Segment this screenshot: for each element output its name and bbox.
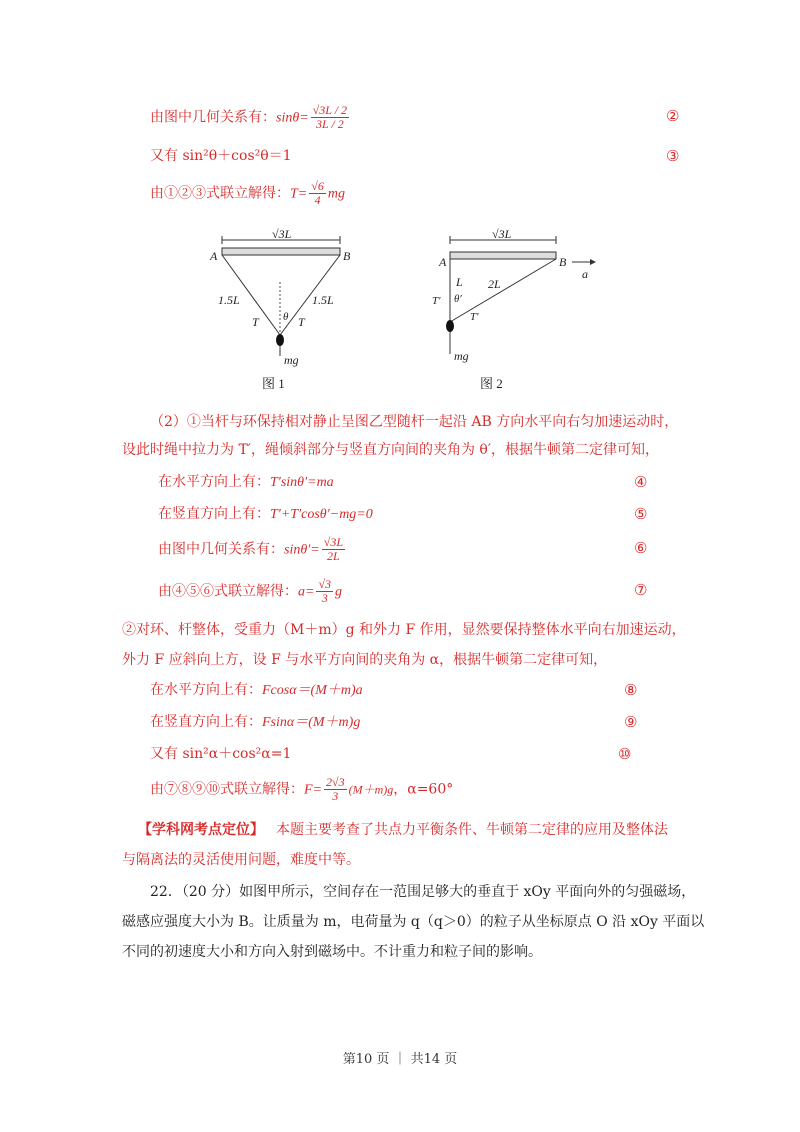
eq-expr: Fcosα＝(M＋m)a [262, 683, 363, 698]
ring [446, 320, 454, 332]
note-line2: 与隔离法的灵活使用问题，难度中等。 [122, 852, 360, 868]
eq-line-9 [150, 712, 360, 733]
frac-numerator: √3L / 2 [312, 103, 348, 117]
eq-number-10: ⑩ [618, 745, 632, 763]
eq-label: 由⑦⑧⑨⑩式联立解得： [150, 781, 304, 798]
eq-tail: g [335, 584, 343, 600]
eq-line-7 [158, 578, 342, 605]
right-length-label: 1.5L [312, 293, 334, 307]
page-footer: 第10 页 ｜ 共14 页 [342, 1052, 458, 1067]
point-a-label: A [210, 249, 218, 263]
eq-number-9: ⑨ [624, 713, 638, 731]
tension-right-label: T [298, 315, 305, 329]
paragraph-part3-line1: ②对环、杆整体，受重力（M＋m）g 和外力 F 作用，显然要保持整体水平向右加速运动， [122, 622, 686, 638]
dimension-label: √3L [492, 227, 512, 241]
left-length-label: 1.5L [218, 293, 240, 307]
tension-left-label: T′ [432, 295, 441, 307]
eq-label: 在水平方向上有： [158, 474, 270, 490]
frac-denominator: 4 [314, 193, 321, 207]
arrow-head-icon [590, 259, 596, 265]
eq-fraction [324, 776, 347, 803]
eq-label: 由图中几何关系有： [158, 541, 284, 558]
eq-expr: F= [304, 782, 322, 798]
eq-expr: T′+T′cosθ′−mg=0 [270, 507, 373, 522]
note-line1 [138, 816, 668, 844]
paragraph-part3-line2: 外力 F 应斜向上方，设 F 与水平方向间的夹角为 α，根据牛顿第二定律可知， [122, 652, 608, 668]
acceleration-label: a [582, 267, 588, 281]
eq-line-10: 又有 sin²α＋cos²α=1 [150, 746, 292, 762]
eq-expr: sinθ′= [284, 542, 320, 558]
note-text-1: 本题主要考查了共点力平衡条件、牛顿第二定律的应用及整体法 [276, 822, 668, 838]
eq-line-6 [158, 536, 347, 563]
weight-label: mg [454, 349, 469, 363]
question-22-line3: 不同的初速度大小和方向入射到磁场中。不计重力和粒子间的影响。 [122, 944, 542, 960]
eq-label: 由图中几何关系有： [150, 109, 276, 126]
eq-expr: T= [290, 186, 308, 202]
eq-label: 在竖直方向上有： [150, 714, 262, 730]
l-label: L [456, 275, 463, 289]
theta-label: θ′ [454, 293, 462, 305]
frac-denominator: 3 [332, 789, 339, 803]
theta-label: θ [283, 311, 289, 323]
eq-label: 在水平方向上有： [150, 682, 262, 698]
rod [222, 248, 340, 255]
question-22-line1: 22．（20 分）如图甲所示，空间存在一范围足够大的垂直于 xOy 平面向外的匀强磁场， [150, 884, 696, 900]
eq-number-7: ⑦ [634, 581, 648, 599]
eq-line-3: 又有 sin²θ＋cos²θ＝1 [150, 148, 292, 164]
eq-after: ，α=60° [393, 781, 454, 798]
eq-line-result-2 [150, 776, 453, 803]
frac-numerator: 2√3 [326, 775, 345, 789]
eq-number-3: ③ [666, 147, 680, 165]
eq-label: 由④⑤⑥式联立解得： [158, 583, 298, 600]
eq-fraction [309, 180, 326, 207]
frac-numerator: √3L [323, 535, 343, 549]
eq-tail: (M＋m)g [348, 782, 394, 797]
point-a-label: A [439, 255, 447, 269]
eq-fraction [311, 104, 349, 131]
eq-line-result-1 [150, 180, 345, 207]
2l-label: 2L [488, 277, 501, 291]
eq-tail: mg [327, 186, 345, 202]
frac-denominator: 3 [321, 591, 328, 605]
point-b-label: B [559, 255, 567, 269]
eq-line-4 [158, 472, 334, 493]
eq-expr: a= [298, 584, 315, 600]
eq-number-8: ⑧ [624, 681, 638, 699]
eq-fraction [322, 536, 345, 563]
eq-expr: sinθ= [276, 110, 309, 126]
rope-slanted [450, 259, 556, 322]
paragraph-part2-line2: 设此时绳中拉力为 T′，绳倾斜部分与竖直方向间的夹角为 θ′，根据牛顿第二定律可知， [122, 442, 660, 458]
frac-denominator: 2L [327, 549, 340, 563]
point-b-label: B [343, 249, 351, 263]
eq-expr: T′sinθ′=ma [270, 475, 334, 490]
frac-numerator: √3 [318, 577, 332, 591]
figure-1 [200, 222, 370, 397]
tension-left-label: T [252, 315, 259, 329]
eq-number-6: ⑥ [634, 539, 648, 557]
weight-label: mg [284, 353, 299, 367]
figure-2 [430, 222, 610, 397]
eq-label: 在竖直方向上有： [158, 506, 270, 522]
frac-denominator: 3L / 2 [315, 117, 344, 131]
note-tag: 【学科网考点定位】 [138, 822, 264, 838]
ring [276, 334, 284, 346]
figure-caption: 图 1 [262, 376, 285, 391]
paragraph-part2-line1: （2）①当杆与环保持相对静止呈图乙型随杆一起沿 AB 方向水平向右匀加速运动时， [150, 414, 679, 430]
eq-number-2: ② [666, 107, 680, 125]
eq-number-5: ⑤ [634, 505, 648, 523]
eq-line-8 [150, 680, 363, 701]
eq-label: 由①②③式联立解得： [150, 185, 290, 202]
tension-right-label: T′ [470, 311, 479, 323]
eq-expr: Fsinα＝(M＋m)g [262, 715, 361, 730]
figure-caption: 图 2 [480, 376, 503, 391]
eq-line-2 [150, 104, 351, 131]
eq-line-5 [158, 504, 373, 525]
rod [450, 252, 556, 259]
eq-number-4: ④ [634, 473, 648, 491]
question-22-line2: 磁感应强度大小为 B。让质量为 m，电荷量为 q（q＞0）的粒子从坐标原点 O 沿 xOy 平面以 [122, 914, 705, 930]
eq-fraction [316, 578, 333, 605]
frac-numerator: √6 [311, 179, 324, 193]
dimension-label: √3L [272, 227, 292, 241]
